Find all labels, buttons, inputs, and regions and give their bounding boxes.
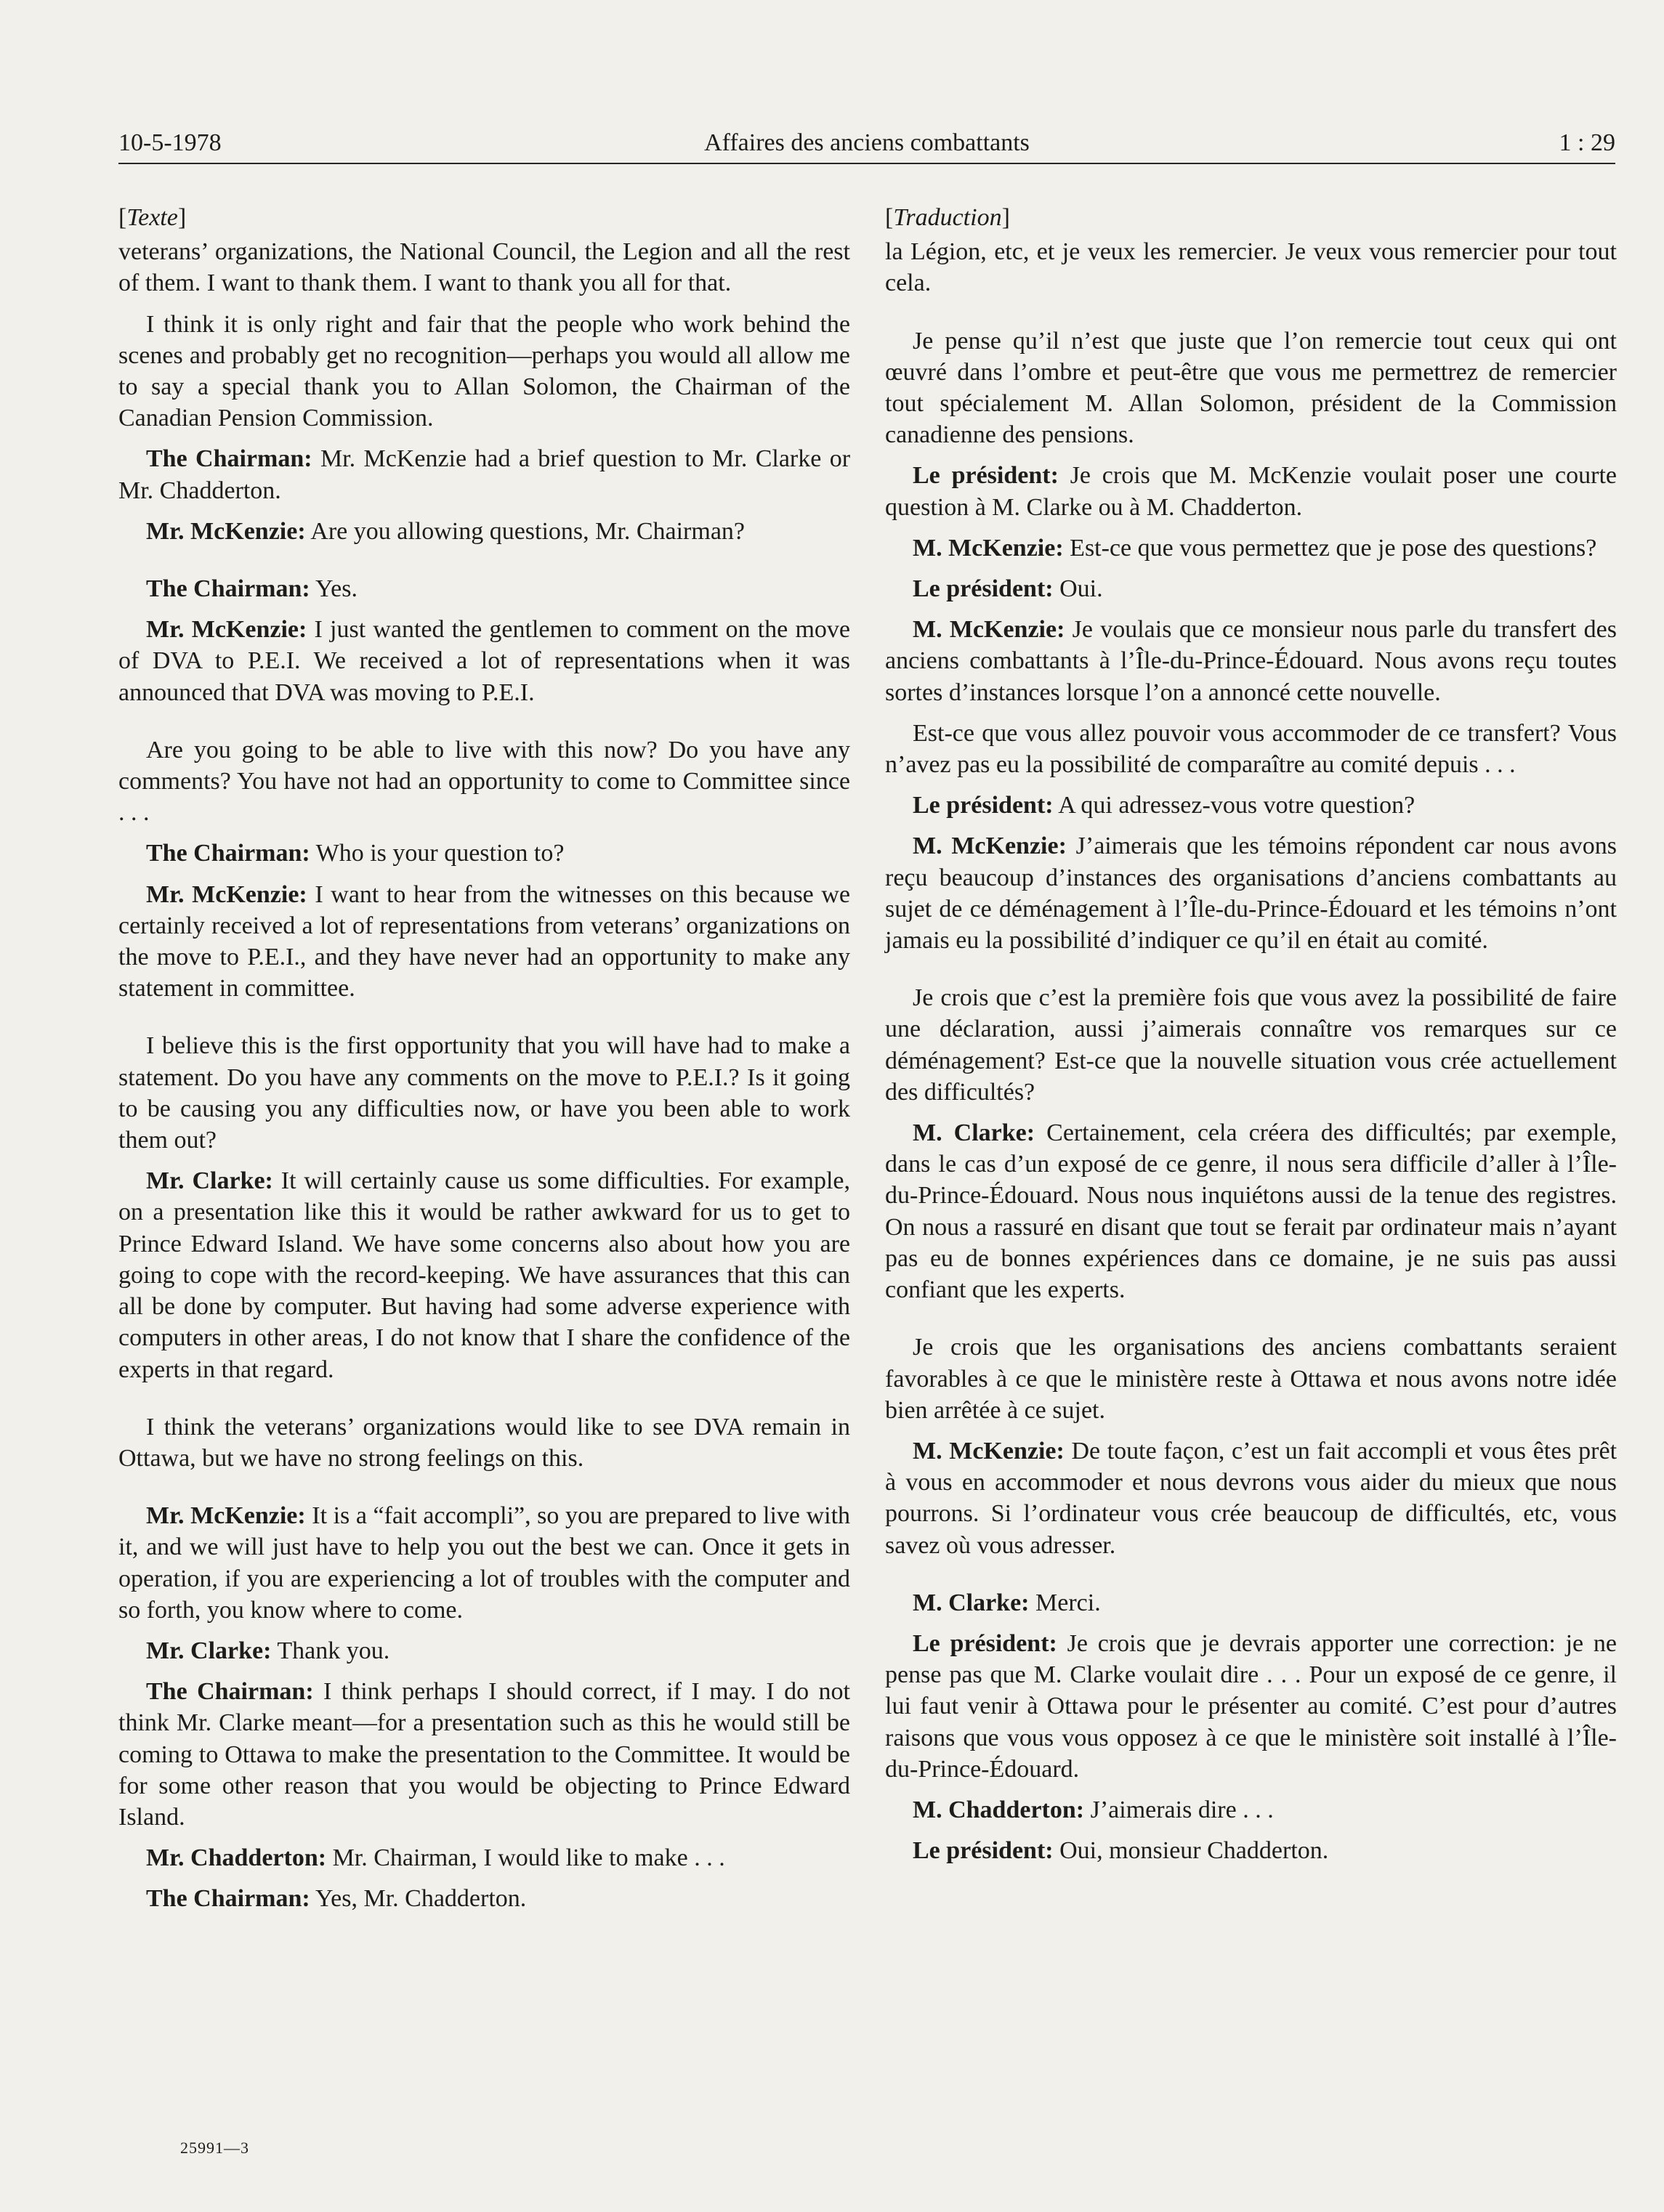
paragraph-text: Je crois que les organisations des anciens combattants seraient favorables à ce que le ministère reste à Ottawa et nous avons notre idée bien arrêtée à ce sujet. bbox=[885, 1334, 1617, 1424]
speaker-label: The Chairman: bbox=[146, 445, 312, 473]
speaker-label: M. McKenzie: bbox=[913, 616, 1065, 644]
paragraph bbox=[118, 879, 850, 1005]
speaker-label: M. McKenzie: bbox=[913, 534, 1064, 562]
paragraph-text: I just wanted the gentlemen to comment on the move of DVA to P.E.I. We received a lot of representations when it was announced that DVA was moving to P.E.I. bbox=[118, 616, 850, 706]
paragraph-text: I want to hear from the witnesses on this because we certainly received a lot of representations from veterans’ organizations on the move to P.E.I., and they have never had an opportunity to make any statement in committee. bbox=[118, 880, 851, 1002]
header-date: 10-5-1978 bbox=[118, 129, 222, 156]
paragraph-text: Certainement, cela créera des difficultés; par exemple, dans le cas d’un exposé de ce genre, il nous sera difficile d’aller à l’Île-du-Prince-Édouard. Nous nous inquiétons aussi de la tenue des registres. On nous a rassuré en disant que tout se ferait par ordinateur mais n’ayant pas eu de bonnes expériences dans ce domaine, je ne suis pas aussi confiant que les experts. bbox=[885, 1119, 1617, 1304]
paragraph-text: J’aimerais que les témoins répondent car nous avons reçu beaucoup d’instances des organisations d’anciens combattants au sujet de ce déménagement à l’Île-du-Prince-Édouard et les témoins n’ont jamais eu la possibilité d’indiquer ce qu’il en était au comité. bbox=[885, 832, 1617, 955]
paragraph bbox=[885, 1435, 1617, 1561]
speaker-label: Mr. McKenzie: bbox=[146, 517, 306, 545]
paragraph bbox=[885, 982, 1617, 1108]
paragraph bbox=[118, 1842, 850, 1873]
speaker-label: Mr. McKenzie: bbox=[146, 880, 307, 908]
paragraph bbox=[118, 614, 850, 708]
speaker-label: M. McKenzie: bbox=[913, 1437, 1065, 1464]
paragraph-text: Are you allowing questions, Mr. Chairman? bbox=[310, 517, 746, 545]
paragraph bbox=[118, 1635, 850, 1666]
paragraph bbox=[885, 1117, 1617, 1305]
paragraph-text: Who is your question to? bbox=[315, 840, 565, 867]
paragraph bbox=[885, 236, 1617, 299]
paragraph bbox=[118, 838, 850, 869]
paragraph bbox=[118, 1165, 850, 1385]
paragraph-text: I believe this is the first opportunity that you will have had to make a statement. Do you have any comments on the move to P.E.I.? Is it going to be causing you any difficulties now, or have you been able to work them out? bbox=[118, 1032, 850, 1154]
column-tag-label: Texte bbox=[126, 204, 178, 231]
paragraph-text: I think it is only right and fair that the people who work behind the scenes and probably get no recognition—perhaps you would all allow me to say a special thank you to Allan Solomon, the Chairman of the Canadian Pension Commission. bbox=[118, 310, 850, 432]
right-column-french bbox=[885, 202, 1617, 1876]
paragraph bbox=[118, 236, 850, 299]
paragraph-text: It is a “fait accompli”, so you are prepared to live with it, and we will just have to help you out the best we can. Once it gets in operation, if you are experiencing a lot of troubles with the computer and so forth, you know where to come. bbox=[118, 1502, 851, 1624]
paragraph bbox=[885, 614, 1617, 708]
speaker-label: M. Clarke: bbox=[913, 1119, 1035, 1147]
paragraph-text: Je crois que je devrais apporter une correction: je ne pense pas que M. Clarke voulait dire . . . Pour un exposé de ce genre, il lui faut venir à Ottawa pour le présenter au comité. C’est pour d’autres raisons que vous vous opposez à ce que le ministère soit installé à l’Île-du-Prince-Édouard. bbox=[885, 1629, 1617, 1783]
paragraph bbox=[118, 1676, 850, 1833]
paragraph bbox=[885, 1332, 1617, 1426]
paragraph-text: It will certainly cause us some difficulties. For example, on a presentation like this it would be rather awkward for us to get to Prince Edward Island. We have some concerns also about how you are going to cope with the record-keeping. We have assurances that this can all be done by computer. But having had some adverse experience with computers in other areas, I do not know that I share the confidence of the experts in that regard. bbox=[118, 1167, 850, 1383]
left-column-english bbox=[118, 202, 850, 1924]
speaker-label: M. McKenzie: bbox=[913, 832, 1067, 860]
paragraph-text: Est-ce que vous allez pouvoir vous accommoder de ce transfert? Vous n’avez pas eu la possibilité de comparaître au comité depuis . . . bbox=[885, 719, 1617, 779]
speaker-label: M. Clarke: bbox=[913, 1589, 1030, 1616]
speaker-label: The Chairman: bbox=[146, 575, 310, 603]
speaker-label: Le président: bbox=[913, 575, 1054, 603]
speaker-label: Mr. McKenzie: bbox=[146, 1502, 306, 1530]
paragraph-text: Yes, Mr. Chadderton. bbox=[315, 1885, 527, 1913]
paragraph-text: Oui, monsieur Chadderton. bbox=[1059, 1837, 1329, 1865]
paragraph-text: A qui adressez-vous votre question? bbox=[1058, 792, 1415, 819]
paragraph-text: Je crois que M. McKenzie voulait poser une courte question à M. Clarke ou à M. Chadderton. bbox=[885, 462, 1617, 521]
paragraph-text: Oui. bbox=[1059, 575, 1103, 603]
paragraph bbox=[118, 573, 850, 604]
paragraph bbox=[885, 460, 1617, 522]
paragraph-text: Thank you. bbox=[277, 1637, 390, 1664]
paragraph-text: Est-ce que vous permettez que je pose des questions? bbox=[1070, 534, 1597, 562]
page-header bbox=[118, 125, 1615, 164]
column-tag-label: Traduction bbox=[893, 204, 1002, 231]
speaker-label: Le président: bbox=[913, 462, 1059, 490]
paragraph bbox=[118, 734, 850, 829]
paragraph bbox=[885, 1794, 1617, 1826]
speaker-label: Le président: bbox=[913, 1837, 1054, 1865]
paragraph-text: la Légion, etc, et je veux les remercier. Je veux vous remercier pour tout cela. bbox=[885, 238, 1617, 297]
paragraph bbox=[118, 443, 850, 506]
paragraph bbox=[885, 790, 1617, 821]
paragraph bbox=[118, 1883, 850, 1914]
paragraph bbox=[885, 573, 1617, 604]
printer-code: 25991—3 bbox=[180, 2139, 249, 2157]
paragraph bbox=[118, 1411, 850, 1474]
paragraph-text: De toute façon, c’est un fait accompli et vous êtes prêt à vous en accommoder et nous devrons vous aider du mieux que nous pourrons. Si l’ordinateur vous crée beaucoup de difficultés, etc, vous savez où vous adresser. bbox=[885, 1437, 1617, 1559]
paragraph bbox=[885, 1587, 1617, 1619]
paragraph-text: I think the veterans’ organizations would like to see DVA remain in Ottawa, but we have no strong feelings on this. bbox=[118, 1413, 850, 1472]
speaker-label: The Chairman: bbox=[146, 840, 310, 867]
column-tag-texte: [Texte] bbox=[118, 204, 187, 231]
header-title: Affaires des anciens combattants bbox=[704, 129, 1030, 156]
paragraph-text: Mr. Chairman, I would like to make . . . bbox=[332, 1844, 725, 1872]
speaker-label: The Chairman: bbox=[146, 1885, 310, 1913]
paragraph bbox=[885, 830, 1617, 956]
paragraph-text: Are you going to be able to live with this now? Do you have any comments? You have not had an opportunity to come to Committee since . . . bbox=[118, 736, 850, 827]
speaker-label: The Chairman: bbox=[146, 1678, 314, 1706]
paragraph bbox=[118, 1500, 850, 1626]
paragraph-text: veterans’ organizations, the National Council, the Legion and all the rest of them. I want to thank them. I want to thank you all for that. bbox=[118, 238, 850, 297]
paragraph bbox=[885, 532, 1617, 564]
paragraph bbox=[885, 718, 1617, 780]
column-tag-traduction: [Traduction] bbox=[885, 204, 1010, 231]
paragraph-text: Je pense qu’il n’est que juste que l’on remercie tout ceux qui ont œuvré dans l’ombre et peut-être que vous me permettrez de remercier tout spécialement M. Allan Solomon, président de la Commission canadienne des pensions. bbox=[885, 327, 1617, 449]
paragraph-text: Yes. bbox=[315, 575, 358, 603]
paragraph bbox=[885, 325, 1617, 451]
speaker-label: Le président: bbox=[913, 1629, 1057, 1657]
speaker-label: Le président: bbox=[913, 792, 1054, 819]
paragraph-text: J’aimerais dire . . . bbox=[1090, 1796, 1274, 1823]
speaker-label: Mr. McKenzie: bbox=[146, 616, 307, 644]
paragraph-text: I think perhaps I should correct, if I may. I do not think Mr. Clarke meant—for a presentation such as this he would still be coming to Ottawa to make the presentation to the Committee. It would be for some other reason that you would be objecting to Prince Edward Island. bbox=[118, 1678, 850, 1831]
paragraph-text: Merci. bbox=[1035, 1589, 1101, 1616]
paragraph bbox=[885, 1835, 1617, 1866]
paragraph bbox=[885, 1628, 1617, 1785]
paragraph bbox=[118, 309, 850, 434]
speaker-label: Mr. Clarke: bbox=[146, 1637, 272, 1664]
paragraph bbox=[118, 1030, 850, 1156]
paragraph-text: Mr. McKenzie had a brief question to Mr. Clarke or Mr. Chadderton. bbox=[118, 445, 851, 504]
speaker-label: Mr. Chadderton: bbox=[146, 1844, 327, 1872]
speaker-label: M. Chadderton: bbox=[913, 1796, 1085, 1823]
speaker-label: Mr. Clarke: bbox=[146, 1167, 273, 1195]
paragraph-text: Je crois que c’est la première fois que vous avez la possibilité de faire une déclaration, aussi j’aimerais connaître vos remarques sur ce déménagement? Est-ce que la nouvelle situation vous crée actuellement des difficultés? bbox=[885, 984, 1617, 1106]
paragraph-text: Je voulais que ce monsieur nous parle du transfert des anciens combattants à l’Île-du-Prince-Édouard. Nous avons reçu toutes sortes d’instances lorsque l’on a annoncé cette nouvelle. bbox=[885, 616, 1617, 706]
header-page-number: 1 : 29 bbox=[1559, 129, 1615, 156]
paragraph bbox=[118, 516, 850, 547]
